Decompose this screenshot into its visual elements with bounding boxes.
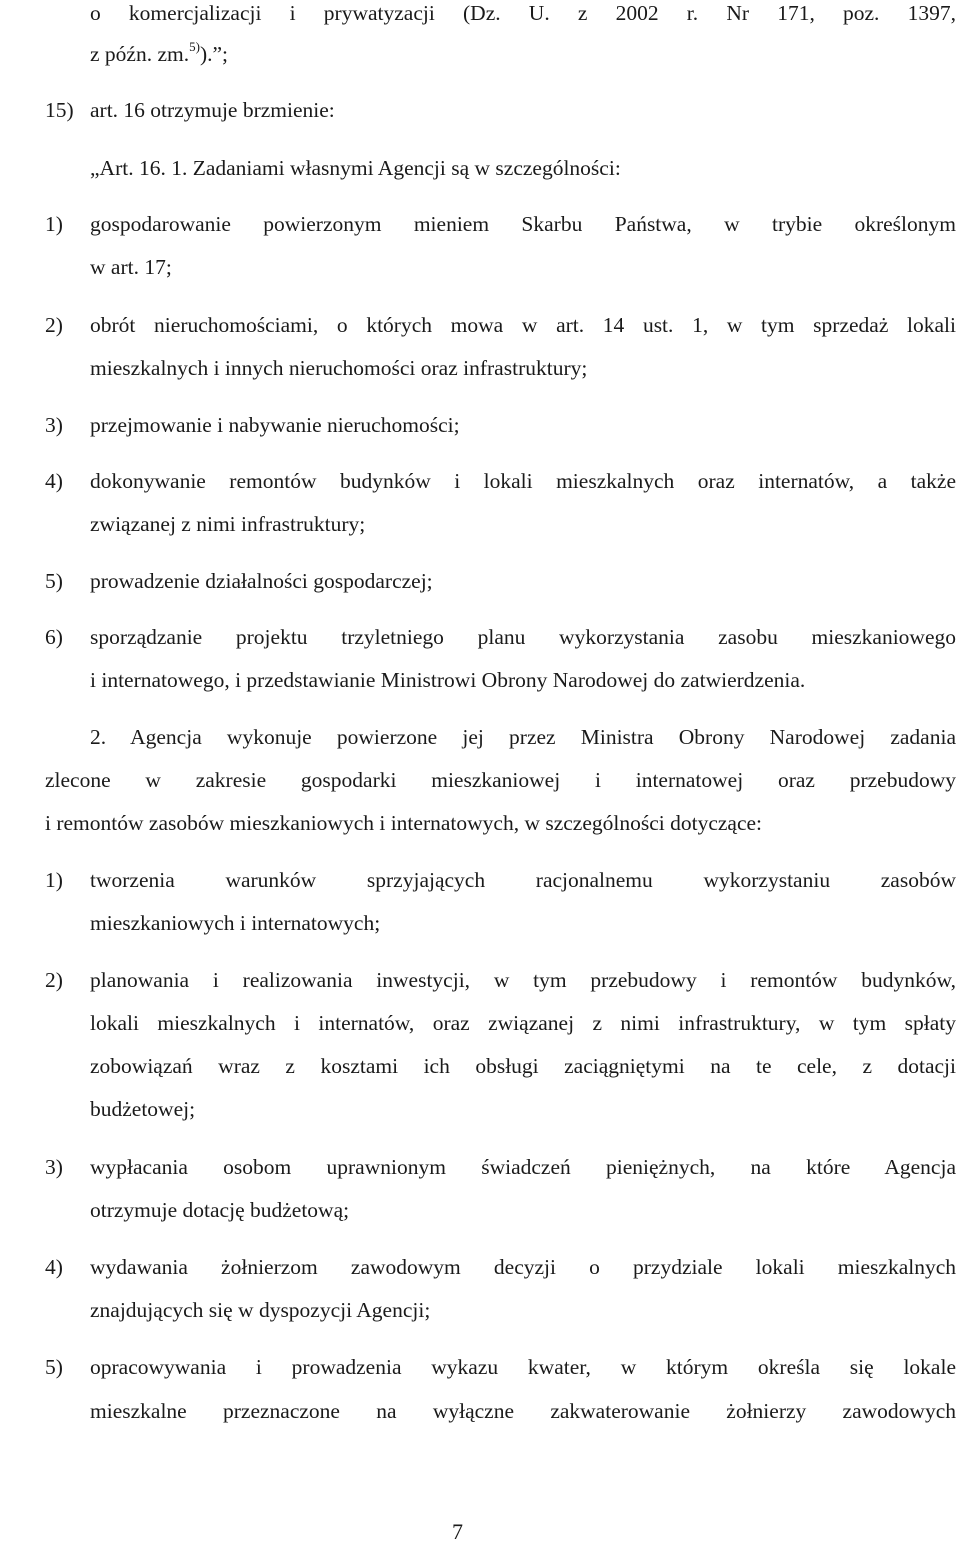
list2-item-3-line-1: wypłacania osobom uprawnionym świadczeń pieniężnych, na które Agencja: [90, 1155, 956, 1179]
list1-item-5-number: 5): [45, 569, 63, 593]
list2-item-2-line-1: planowania i realizowania inwestycji, w tym przebudowy i remontów budynków,: [90, 968, 956, 992]
item-15-text: art. 16 otrzymuje brzmienie:: [90, 98, 335, 122]
list2-item-5-line-2: mieszkalne przeznaczone na wyłączne zakwaterowanie żołnierzy zawodowych: [90, 1399, 956, 1423]
footnote-ref: 5): [189, 38, 200, 54]
article-16-heading: „Art. 16. 1. Zadaniami własnymi Agencji są w szczególności:: [90, 156, 621, 180]
list1-item-1-number: 1): [45, 212, 63, 236]
intro-line-2-tail: ).”;: [199, 42, 229, 66]
list1-item-1-line-1: gospodarowanie powierzonym mieniem Skarbu Państwa, w trybie określonym: [90, 212, 956, 236]
paragraph-2-line-1: 2. Agencja wykonuje powierzone jej przez Ministra Obrony Narodowej zadania: [90, 725, 956, 749]
list1-item-3-line-1: przejmowanie i nabywanie nieruchomości;: [90, 413, 460, 437]
list1-item-3-number: 3): [45, 413, 63, 437]
list2-item-2-number: 2): [45, 968, 63, 992]
list1-item-6-number: 6): [45, 625, 63, 649]
list1-item-1-line-2: w art. 17;: [90, 255, 172, 279]
list2-item-5-line-1: opracowywania i prowadzenia wykazu kwater, w którym określa się lokale: [90, 1355, 956, 1379]
list2-item-5-number: 5): [45, 1355, 63, 1379]
list1-item-2-line-1: obrót nieruchomościami, o których mowa w art. 14 ust. 1, w tym sprzedaż lokali: [90, 313, 956, 337]
list1-item-4-number: 4): [45, 469, 63, 493]
list2-item-1-number: 1): [45, 868, 63, 892]
list2-item-2-line-3: zobowiązań wraz z kosztami ich obsługi zaciągniętymi na te cele, z dotacji: [90, 1054, 956, 1078]
list2-item-2-line-4: budżetowej;: [90, 1097, 196, 1121]
list1-item-4-line-2: związanej z nimi infrastruktury;: [90, 512, 366, 536]
intro-line-2-text: z późn. zm.: [90, 42, 190, 66]
list2-item-4-number: 4): [45, 1255, 63, 1279]
list2-item-1-line-1: tworzenia warunków sprzyjających racjonalnemu wykorzystaniu zasobów: [90, 868, 956, 892]
paragraph-2-line-2: zlecone w zakresie gospodarki mieszkaniowej i internatowej oraz przebudowy: [45, 768, 956, 792]
list2-item-4-line-2: znajdujących się w dyspozycji Agencji;: [90, 1298, 431, 1322]
list2-item-1-line-2: mieszkaniowych i internatowych;: [90, 911, 381, 935]
item-15-number: 15): [45, 98, 74, 122]
list1-item-2-number: 2): [45, 313, 63, 337]
intro-line-2: [90, 40, 228, 68]
list2-item-2-line-2: lokali mieszkalnych i internatów, oraz związanej z nimi infrastruktury, w tym spłaty: [90, 1011, 956, 1035]
list1-item-2-line-2: mieszkalnych i innych nieruchomości oraz infrastruktury;: [90, 356, 588, 380]
list1-item-6-line-1: sporządzanie projektu trzyletniego planu wykorzystania zasobu mieszkaniowego: [90, 625, 956, 649]
page-number: 7: [452, 1519, 463, 1544]
intro-line-1: o komercjalizacji i prywatyzacji (Dz. U. z 2002 r. Nr 171, poz. 1397,: [90, 1, 956, 25]
list2-item-3-line-2: otrzymuje dotację budżetową;: [90, 1198, 350, 1222]
list1-item-5-line-1: prowadzenie działalności gospodarczej;: [90, 569, 433, 593]
list2-item-4-line-1: wydawania żołnierzom zawodowym decyzji o przydziale lokali mieszkalnych: [90, 1255, 956, 1279]
list1-item-6-line-2: i internatowego, i przedstawianie Ministrowi Obrony Narodowej do zatwierdzenia.: [90, 668, 806, 692]
list2-item-3-number: 3): [45, 1155, 63, 1179]
list1-item-4-line-1: dokonywanie remontów budynków i lokali mieszkalnych oraz internatów, a także: [90, 469, 956, 493]
paragraph-2-line-3: i remontów zasobów mieszkaniowych i internatowych, w szczególności dotyczące:: [45, 811, 763, 835]
